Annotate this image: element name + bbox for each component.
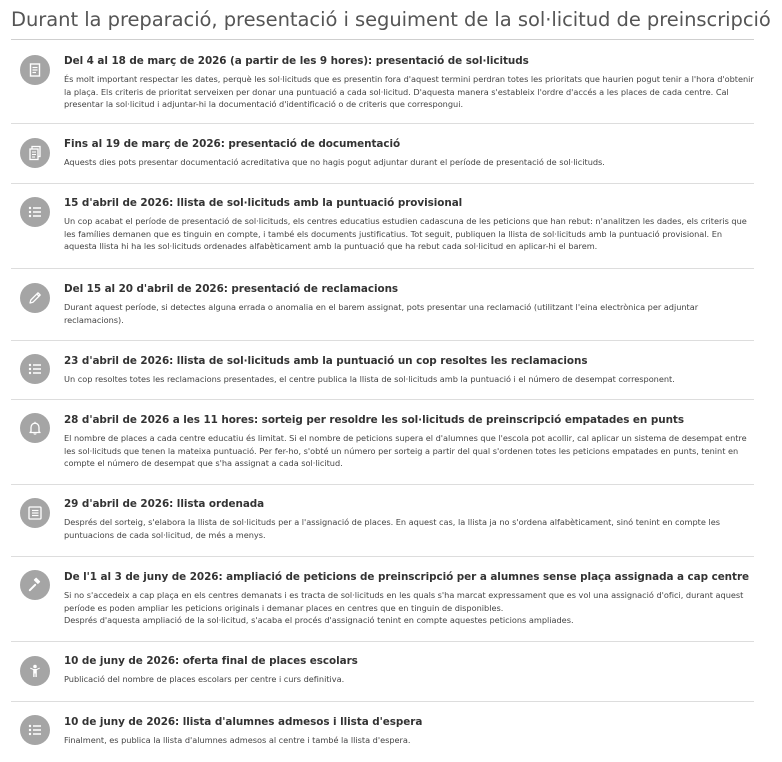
timeline-item-8 xyxy=(11,557,754,642)
gavel-icon xyxy=(20,570,50,600)
page-title: Durant la preparació, presentació i seguiment de la sol·licitud de preinscripció xyxy=(11,8,771,31)
item-text: Publicació del nombre de places escolars per centre i curs definitiva. xyxy=(64,674,345,684)
timeline-item-10 xyxy=(11,702,754,762)
item-title: 10 de juny de 2026: oferta final de places escolars xyxy=(64,655,358,667)
timeline-item-9 xyxy=(11,642,754,702)
item-content xyxy=(64,716,754,747)
list-icon xyxy=(20,197,50,227)
item-title: De l'1 al 3 de juny de 2026: ampliació de peticions de preinscripció per a alumnes sense plaça assignada a cap centre xyxy=(64,571,750,583)
item-text: Un cop resoltes totes les reclamacions presentades, el centre publica la llista de sol·licituds amb la puntuació i el número de desempat corresponent. xyxy=(64,374,675,384)
document-icon xyxy=(20,55,50,85)
ordered-list-icon xyxy=(20,498,50,528)
list-icon xyxy=(20,715,50,745)
item-content xyxy=(64,655,754,686)
timeline-item-3 xyxy=(11,184,754,269)
timeline-item-7 xyxy=(11,485,754,557)
item-content xyxy=(64,283,754,326)
item-text: És molt important respectar les dates, perquè les sol·licituds que es presentin fora d'aquest termini perdran totes les prioritats que haurien pogut tenir a l'hora d'obtenir la plaça. Els criteris de prioritat serveixen per donar una puntuació a cada sol·licitud. D'aquesta manera s'estableix l'ordre d'accés a les places de cada centre. Cal presentar la sol·licitud i adjuntar-hi la documentació d'identificació o de criteris que correspongui. xyxy=(64,74,754,110)
item-text: Finalment, es publica la llista d'alumnes admesos al centre i també la llista d'espera. xyxy=(64,735,411,745)
item-content xyxy=(64,197,754,253)
person-icon xyxy=(20,656,50,686)
item-title: 29 d'abril de 2026: llista ordenada xyxy=(64,498,265,510)
timeline xyxy=(0,40,782,762)
item-content xyxy=(64,498,754,541)
bell-icon xyxy=(20,413,50,443)
timeline-item-4 xyxy=(11,269,754,341)
list-icon xyxy=(20,354,50,384)
item-text: Si no s'accedeix a cap plaça en els centres demanats i es tracta de sol·licituds en les quals s'ha marcat expressament que es vol una assignació d'ofici, durant aquest període es poden ampliar les peticions originals i demanar places en centres que en tinguin de disponibles. xyxy=(64,590,744,613)
timeline-item-1 xyxy=(11,40,754,124)
item-text: Després del sorteig, s'elabora la llista de sol·licituds per a l'assignació de places. En aquest cas, la llista ja no s'ordena alfabèticament, sinó tenint en compte les puntuacions de cada sol·licitud, de més a menys. xyxy=(64,517,720,540)
pencil-icon xyxy=(20,283,50,313)
item-title: 28 d'abril de 2026 a les 11 hores: sorteig per resoldre les sol·licituds de preinscripció empatades en punts xyxy=(64,414,684,426)
item-title: 23 d'abril de 2026: llista de sol·licituds amb la puntuació un cop resoltes les reclamacions xyxy=(64,355,588,367)
documents-icon xyxy=(20,138,50,168)
timeline-item-2 xyxy=(11,124,754,184)
item-content xyxy=(64,138,754,169)
timeline-item-6 xyxy=(11,400,754,485)
item-title: 10 de juny de 2026: llista d'alumnes admesos i llista d'espera xyxy=(64,716,423,728)
item-text: Un cop acabat el període de presentació de sol·licituds, els centres educatius estudien cadascuna de les peticions que han rebut: n'analitzen les dades, els criteris que les famílies demanen que es tinguin en compte, i també els documents justificatius. Tot seguit, publiquen la llista de sol·licituds amb la puntuació provisional. En aquesta llista hi ha les sol·licituds ordenades alfabèticament amb la puntuació que ha rebut cada sol·licitud en aplicar-hi el barem. xyxy=(64,216,747,252)
item-content xyxy=(64,571,754,627)
item-content xyxy=(64,55,754,111)
item-title: 15 d'abril de 2026: llista de sol·licituds amb la puntuació provisional xyxy=(64,197,463,209)
item-title: Fins al 19 de març de 2026: presentació de documentació xyxy=(64,138,401,150)
item-title: Del 15 al 20 d'abril de 2026: presentació de reclamacions xyxy=(64,283,399,295)
item-title: Del 4 al 18 de març de 2026 (a partir de les 9 hores): presentació de sol·licituds xyxy=(64,55,529,67)
item-text: El nombre de places a cada centre educatiu és limitat. Si el nombre de peticions supera el d'alumnes que l'escola pot acollir, cal aplicar un sistema de desempat entre les sol·licituds que tenen la mateixa puntuació. Per fer-ho, s'obté un número per sorteig a partir del qual s'ordenen totes les peticions empatades en punts, tenint en compte el número de desempat que s'ha assignat a cada sol·licitud. xyxy=(64,433,747,469)
item-content xyxy=(64,414,754,470)
item-content xyxy=(64,355,754,386)
item-text: Durant aquest període, si detectes alguna errada o anomalia en el barem assignat, pots presentar una reclamació (utilitzant l'eina electrònica per adjuntar reclamacions). xyxy=(64,302,699,325)
item-text-2: Després d'aquesta ampliació de la sol·licitud, s'acaba el procés d'assignació tenint en compte aquestes peticions ampliades. xyxy=(64,615,574,626)
timeline-item-5 xyxy=(11,341,754,400)
item-text: Aquests dies pots presentar documentació acreditativa que no hagis pogut adjuntar durant el període de presentació de sol·licituds. xyxy=(64,157,605,167)
